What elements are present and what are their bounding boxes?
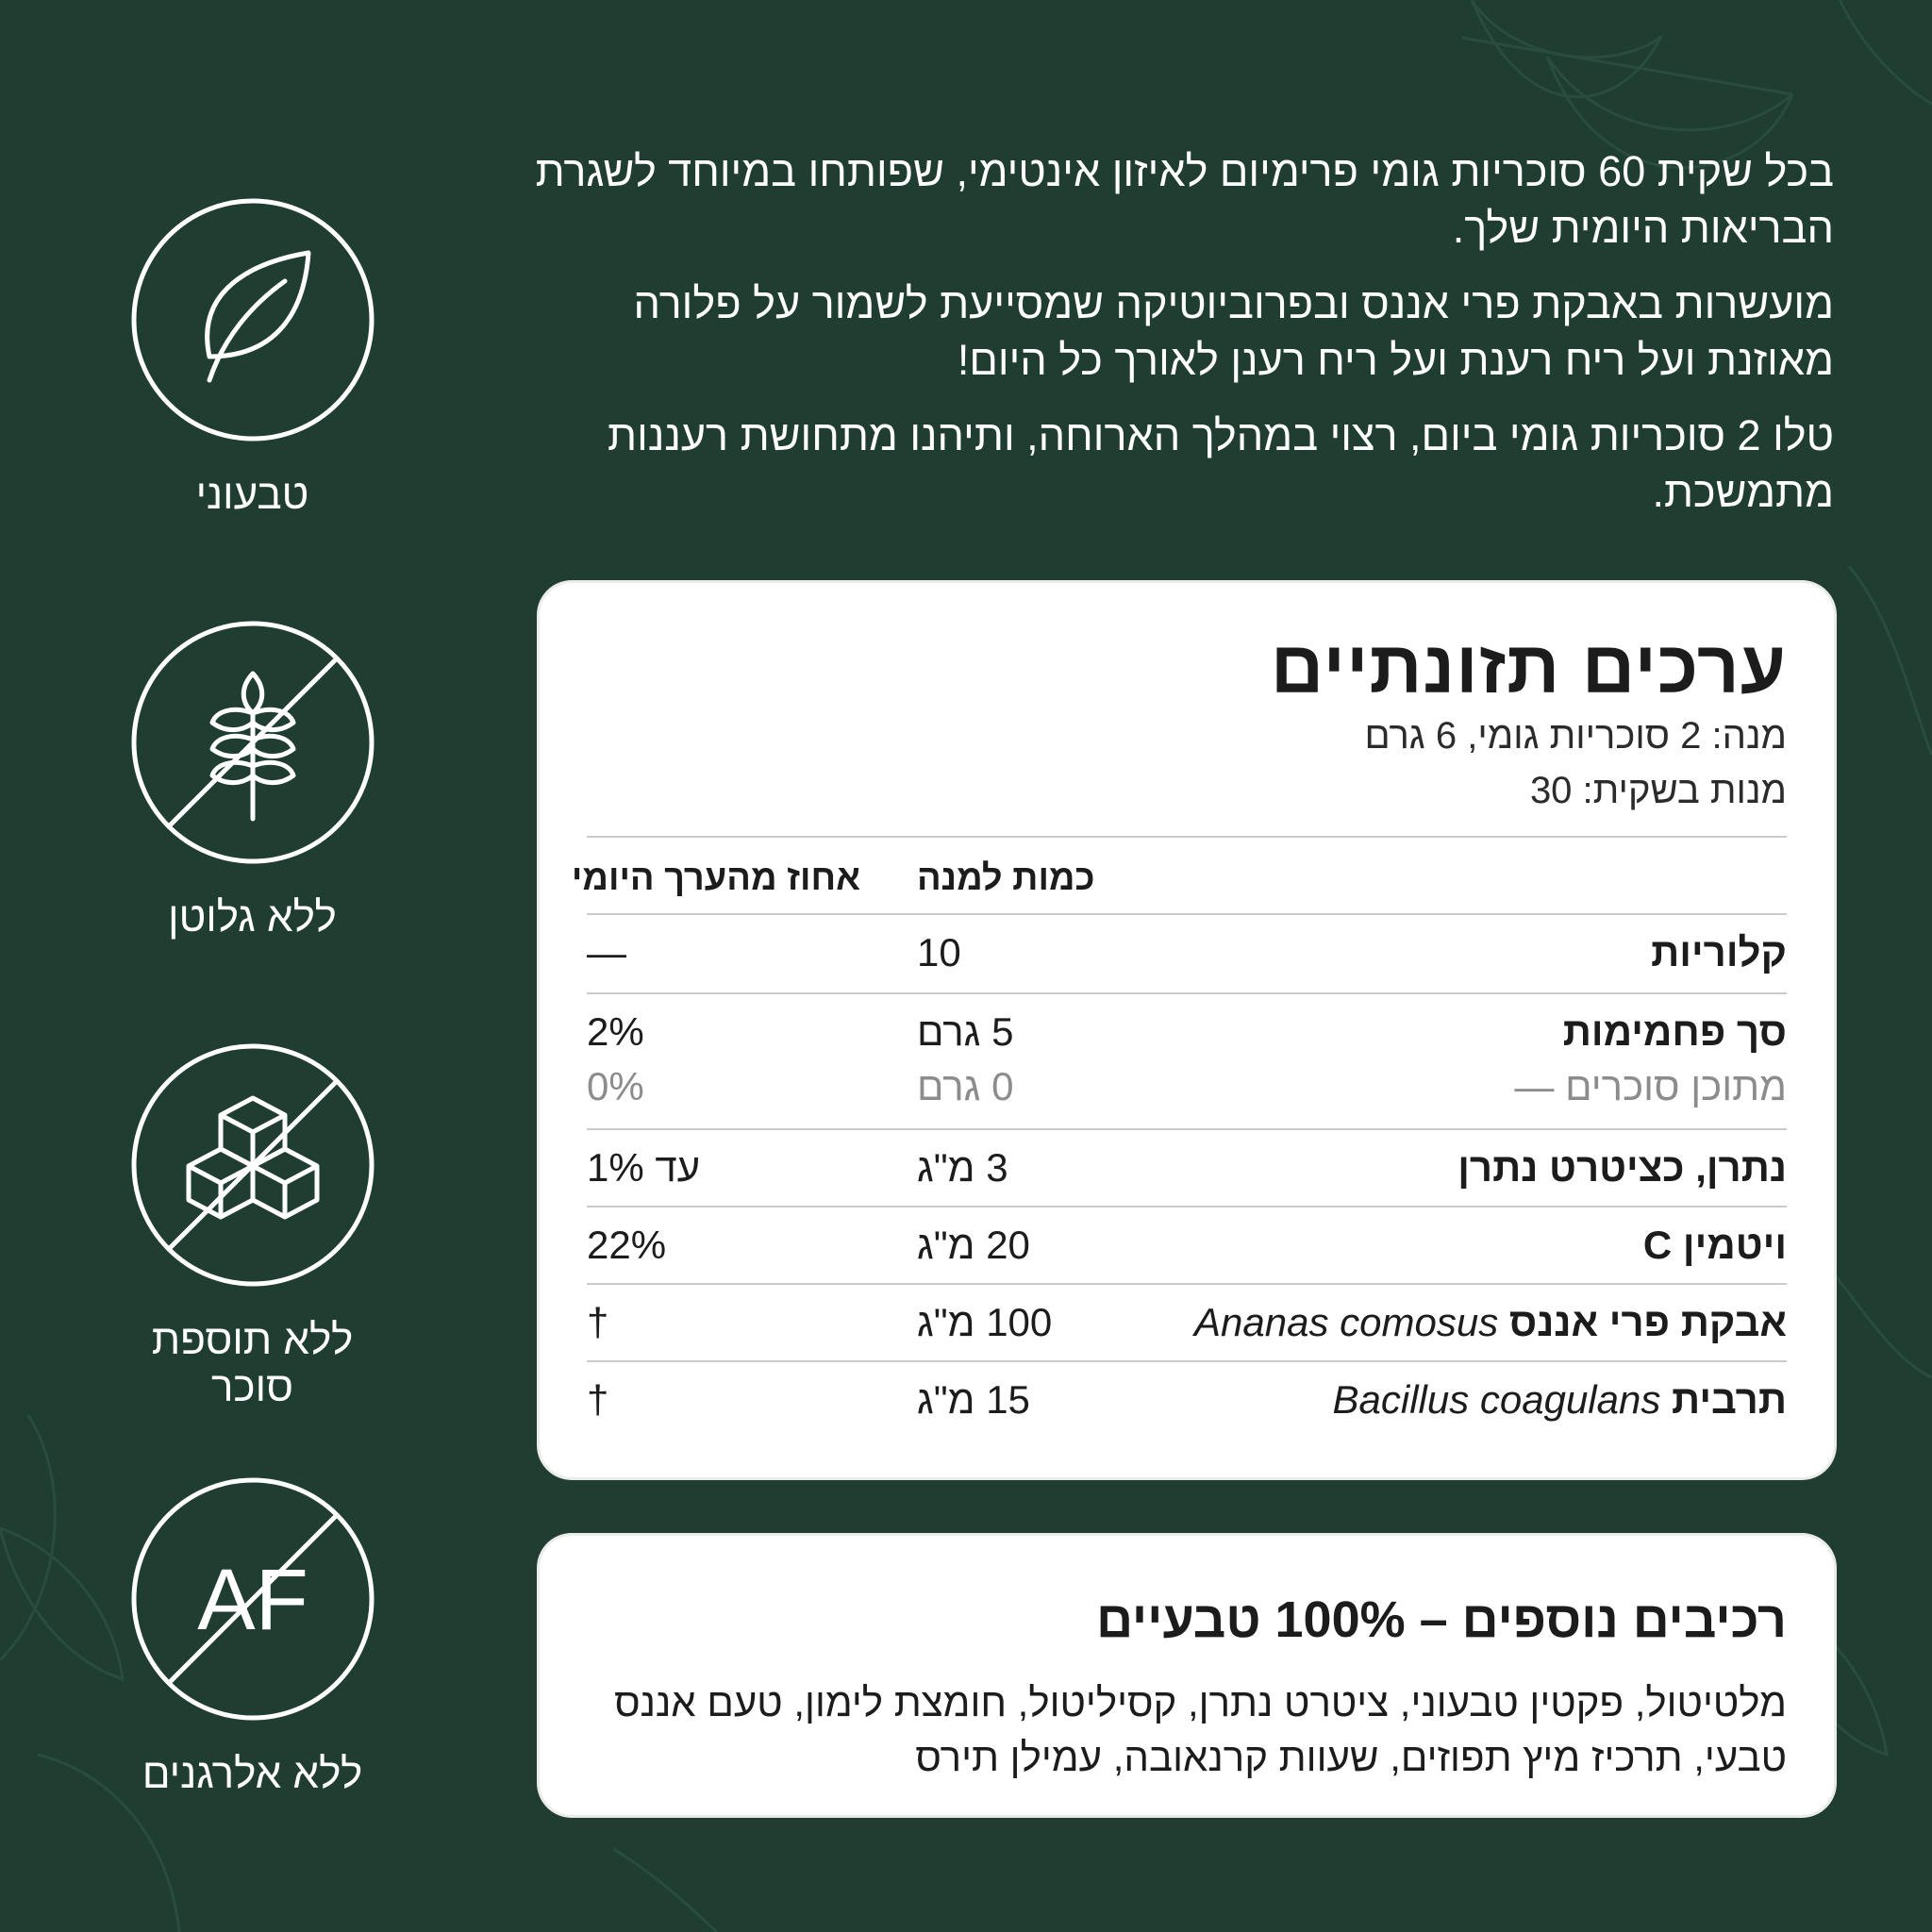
intro-paragraph-1: בכל שקית 60 סוכריות גומי פרימיום לאיזון אינטימי, שפותחו במיוחד לשגרת הבריאות היומית שלך. bbox=[535, 147, 1834, 252]
row-sugars-amount: 0 גרם bbox=[917, 1064, 1014, 1108]
badge-no-sugar bbox=[127, 1041, 377, 1411]
row-sugars-name bbox=[1514, 1064, 1787, 1109]
servings-per-bag: מנות בשקית: 30 bbox=[1529, 770, 1787, 811]
row-calories-amount: 10 bbox=[917, 930, 961, 974]
serving-size: מנה: 2 סוכריות גומי, 6 גרם bbox=[1364, 715, 1787, 757]
badge-allergen-free-label: ללא אלרגנים bbox=[142, 1751, 363, 1797]
allergen-free-icon bbox=[129, 1475, 376, 1723]
row-pineapple-amount: 100 מ"ג bbox=[917, 1300, 1053, 1344]
row-carbs-name: סך פחמימות bbox=[1562, 1009, 1787, 1054]
badge-allergen-free bbox=[127, 1475, 377, 1798]
row-culture-amount: 15 מ"ג bbox=[917, 1377, 1030, 1422]
wheat-crossed-icon bbox=[129, 619, 376, 866]
badge-gluten-free bbox=[127, 619, 377, 941]
row-culture-label: תרבית bbox=[1672, 1377, 1787, 1422]
divider bbox=[587, 836, 1787, 838]
row-sodium-dv: עד 1% bbox=[587, 1145, 701, 1190]
row-culture-latin: Bacillus coagulans bbox=[1332, 1377, 1661, 1422]
intro-paragraph-3: טלו 2 סוכריות גומי ביום, רצוי במהלך הארוחה, ותיהנו מתחושת רעננות מתמשכת. bbox=[608, 411, 1834, 516]
divider bbox=[587, 913, 1787, 915]
header-daily-value: אחוז מהערך היומי bbox=[571, 858, 860, 898]
row-carbs-amount: 5 גרם bbox=[917, 1009, 1014, 1054]
row-vitamin-c-amount: 20 מ"ג bbox=[917, 1223, 1030, 1267]
row-vitamin-c-dv: 22% bbox=[587, 1223, 667, 1267]
row-pineapple-latin: Ananas comosus bbox=[1194, 1300, 1499, 1344]
divider bbox=[587, 1206, 1787, 1208]
row-pineapple-label: אבקת פרי אננס bbox=[1508, 1300, 1787, 1344]
row-sodium-name: נתרן, כציטרט נתרן bbox=[1457, 1145, 1787, 1190]
row-culture-name bbox=[1332, 1377, 1787, 1423]
row-sugars-dv: 0% bbox=[587, 1064, 644, 1108]
badge-vegan bbox=[127, 196, 377, 519]
row-pineapple-dv: † bbox=[587, 1300, 609, 1344]
row-sugars-label: מתוכן סוכרים bbox=[1565, 1064, 1787, 1108]
row-culture-dv: † bbox=[587, 1377, 609, 1422]
row-sugars-dash: — bbox=[1514, 1064, 1555, 1108]
divider bbox=[587, 1283, 1787, 1285]
row-calories-name: קלוריות bbox=[1651, 930, 1787, 974]
divider bbox=[587, 1128, 1787, 1130]
row-calories-dv: — bbox=[587, 930, 626, 974]
header-amount: כמות למנה bbox=[917, 858, 1095, 898]
intro-text bbox=[532, 143, 1834, 540]
intro-paragraph-2: מועשרות באבקת פרי אננס ובפרוביוטיקה שמסייעת לשמור על פלורה מאוזנת ועל ריח רענת ועל ריח רענן לאורך כל היום! bbox=[633, 279, 1834, 384]
divider bbox=[587, 1360, 1787, 1362]
row-sodium-amount: 3 מ"ג bbox=[917, 1145, 1008, 1190]
leaf-icon bbox=[129, 196, 376, 443]
divider bbox=[587, 992, 1787, 994]
row-carbs-dv: 2% bbox=[587, 1009, 644, 1054]
ingredients-title: רכיבים נוספים – 100% טבעיים bbox=[1096, 1591, 1787, 1648]
sugar-cubes-crossed-icon bbox=[129, 1041, 376, 1289]
badge-no-sugar-label: ללא תוספת סוכר bbox=[151, 1317, 354, 1410]
row-pineapple-name bbox=[1194, 1300, 1787, 1345]
badge-gluten-free-label: ללא גלוטן bbox=[168, 894, 337, 941]
ingredients-text: מלטיטול, פקטין טבעוני, ציטרט נתרן, קסיליטול, חומצת לימון, טעם אננס טבעי, תרכיז מיץ תפוזים, שעוות קרנאובה, עמילן תירס bbox=[614, 1680, 1787, 1779]
badge-vegan-label: טבעוני bbox=[195, 472, 309, 518]
row-vitamin-c-name: ויטמין C bbox=[1642, 1223, 1787, 1267]
ingredients-card bbox=[540, 1536, 1834, 1815]
nutrition-facts-card bbox=[540, 583, 1834, 1477]
nutrition-title: ערכים תזונתיים bbox=[1270, 625, 1787, 708]
allergen-free-icon-text: AF bbox=[196, 1552, 308, 1648]
